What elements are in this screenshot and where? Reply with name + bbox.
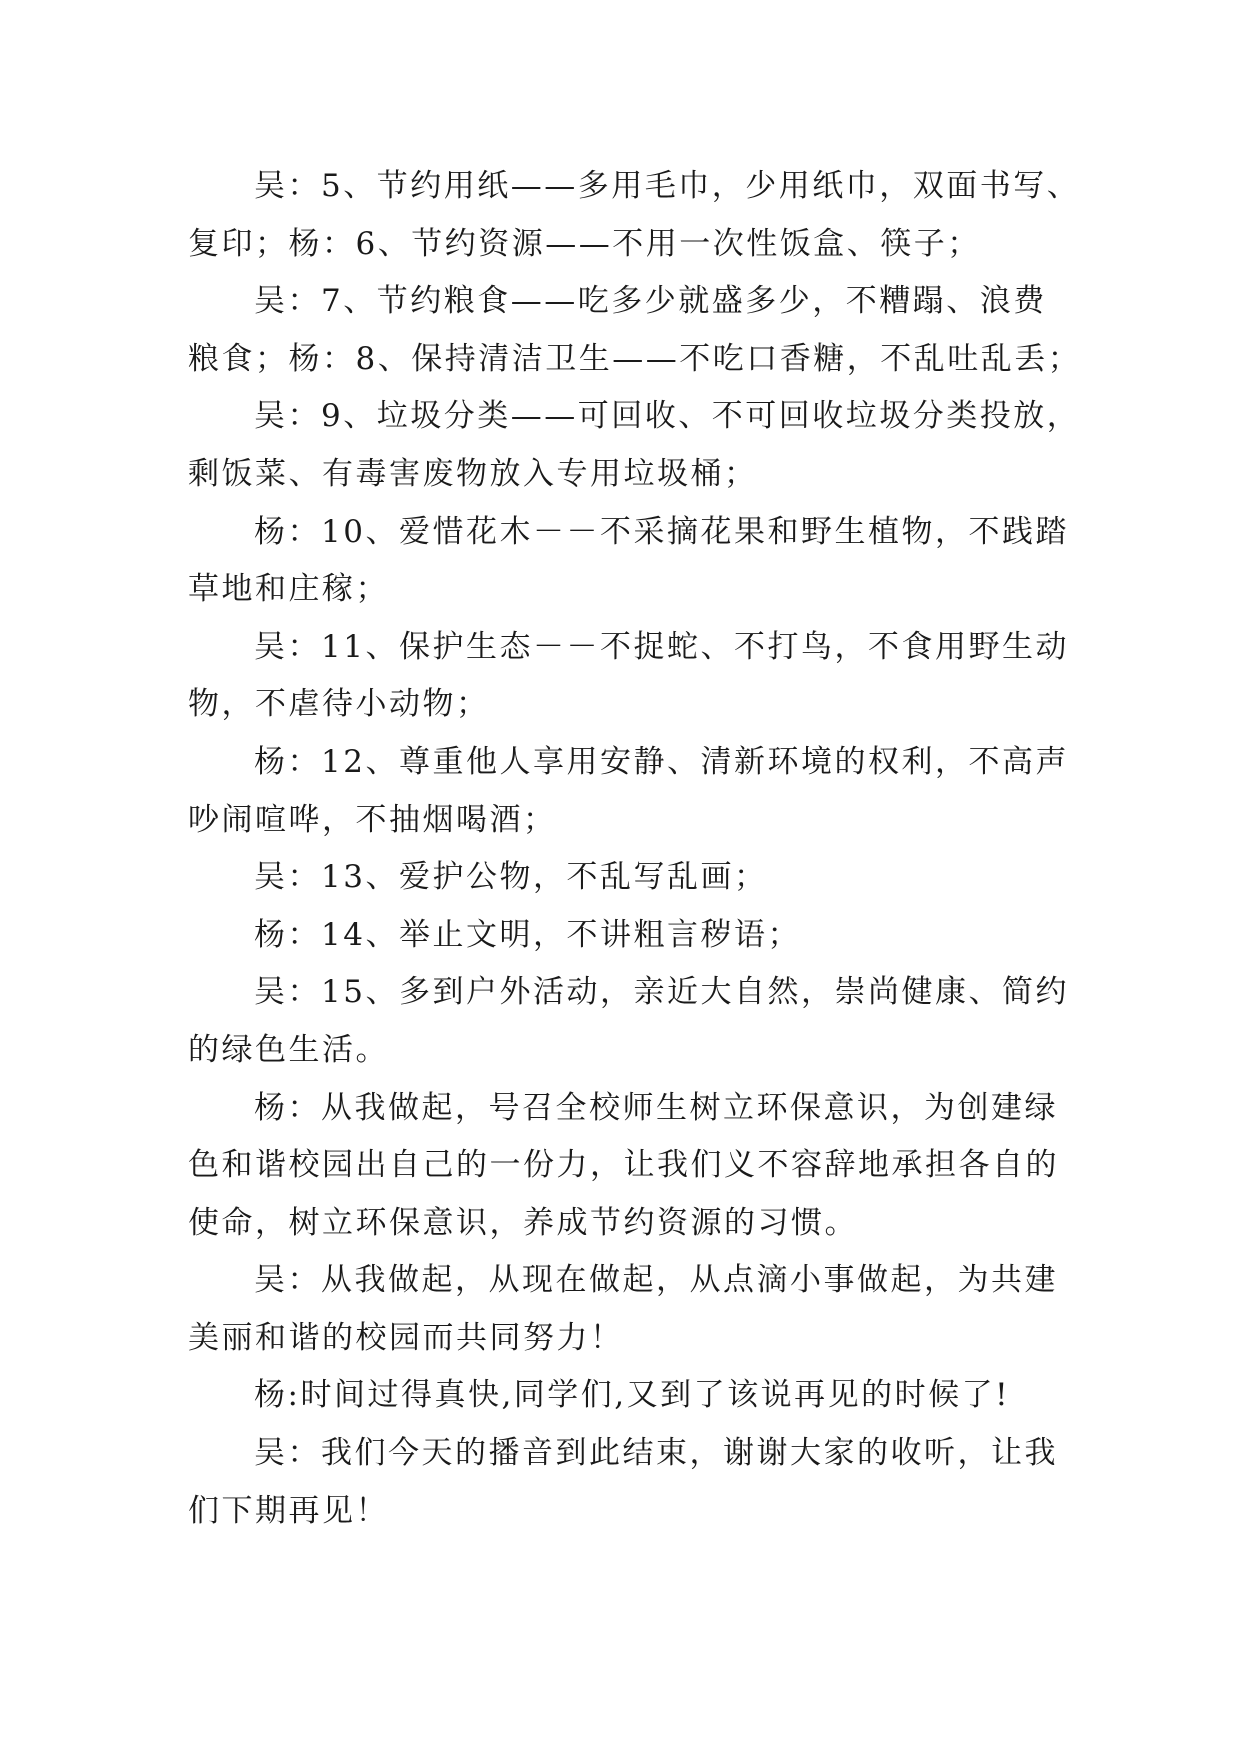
text-line: 草地和庄稼；	[188, 571, 389, 608]
text-line: 杨:时间过得真快,同学们,又到了该说再见的时候了!	[254, 1377, 1011, 1414]
text-line: 复印；杨：6、节约资源——不用一次性饭盒、筷子；	[188, 225, 981, 262]
text-line: 吵闹喧哗，不抽烟喝酒；	[188, 801, 557, 838]
text-line: 杨：从我做起，号召全校师生树立环保意识，为创建绿	[254, 1089, 1058, 1126]
text-line: 吴：7、节约粮食——吃多少就盛多少，不糟蹋、浪费	[254, 283, 1047, 320]
text-line: 吴：我们今天的播音到此结束，谢谢大家的收听，让我	[254, 1435, 1058, 1472]
text-line: 吴：13、爱护公物，不乱写乱画；	[254, 859, 768, 896]
text-line: 吴：5、节约用纸——多用毛巾，少用纸巾，双面书写、	[254, 168, 1081, 204]
text-line: 杨：10、爱惜花木－－不采摘花果和野生植物，不践踏	[254, 513, 1069, 550]
text-line: 粮食；杨：8、保持清洁卫生——不吃口香糖，不乱吐乱丢；	[188, 340, 1082, 377]
text-line: 吴：从我做起，从现在做起，从点滴小事做起，为共建	[254, 1262, 1058, 1299]
text-line: 的绿色生活。	[188, 1031, 389, 1068]
text-line: 色和谐校园出自己的一份力，让我们义不容辞地承担各自的	[188, 1147, 1059, 1184]
text-line: 们下期再见！	[188, 1492, 389, 1529]
text-line: 杨：14、举止文明，不讲粗言秽语；	[254, 916, 801, 953]
text-line: 杨：12、尊重他人享用安静、清新环境的权利，不高声	[254, 743, 1069, 780]
text-line: 吴：11、保护生态－－不捉蛇、不打鸟，不食用野生动	[254, 628, 1069, 665]
text-line: 物，不虐待小动物；	[188, 686, 490, 723]
text-line: 使命，树立环保意识，养成节约资源的习惯。	[188, 1204, 858, 1241]
text-line: 美丽和谐的校园而共同努力！	[188, 1319, 624, 1356]
document-body	[188, 158, 1082, 1540]
text-line: 吴：9、垃圾分类——可回收、不可回收垃圾分类投放，	[254, 398, 1081, 435]
text-line: 吴：15、多到户外活动，亲近大自然，崇尚健康、简约	[254, 974, 1069, 1011]
text-line: 剩饭菜、有毒害废物放入专用垃圾桶；	[188, 455, 758, 492]
